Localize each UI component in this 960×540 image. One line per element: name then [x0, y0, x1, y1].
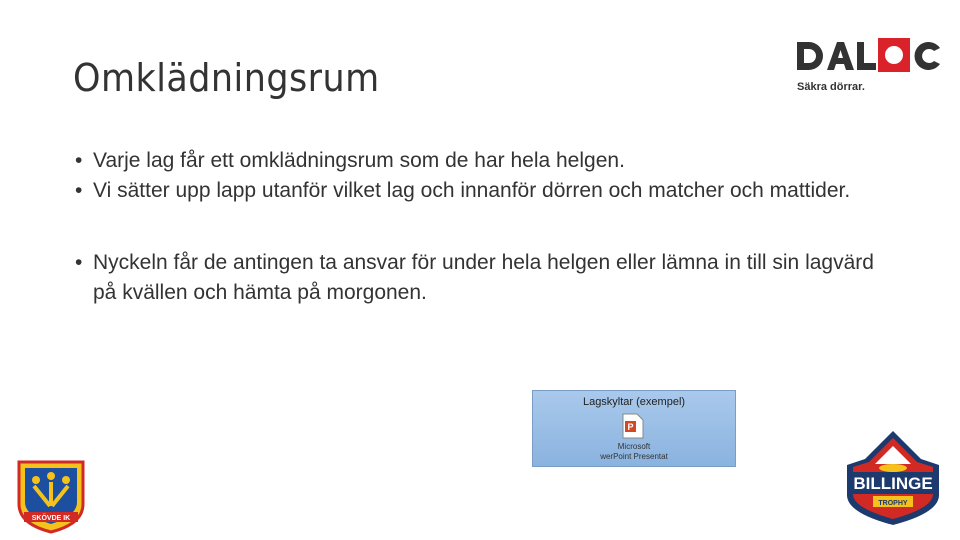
daloc-tagline: Säkra dörrar.	[797, 81, 865, 93]
caption-line: werPoint Presentat	[600, 452, 668, 461]
caption-line: Microsoft	[617, 442, 651, 451]
bullet-item: • Nyckeln får de antingen ta ansvar för under hela helgen eller lämna in till sin lagvärd på kvällen och hämta på morgonen.	[73, 248, 893, 308]
powerpoint-file-icon[interactable]	[622, 413, 644, 439]
billinge-trophy-logo	[843, 428, 943, 528]
billinge-logo-text: BILLINGE	[853, 474, 933, 493]
slide-title: Omklädningsrum	[73, 56, 380, 100]
billinge-logo-subtext: TROPHY	[878, 500, 908, 507]
skovde-logo-text: SKÖVDE IK	[31, 515, 71, 522]
daloc-logo	[795, 38, 943, 98]
svg-text:P: P	[627, 422, 634, 432]
embedded-presentation-title: Lagskyltar (exempel)	[582, 396, 686, 408]
bullet-item: • Vi sätter upp lapp utanför vilket lag och innanför dörren och matcher och mattider.	[73, 176, 893, 206]
bullet-list	[73, 146, 893, 308]
embedded-presentation-caption	[574, 442, 694, 462]
bullet-item: • Varje lag får ett omklädningsrum som de har hela helgen.	[73, 146, 893, 176]
skovde-ik-logo	[16, 460, 86, 534]
